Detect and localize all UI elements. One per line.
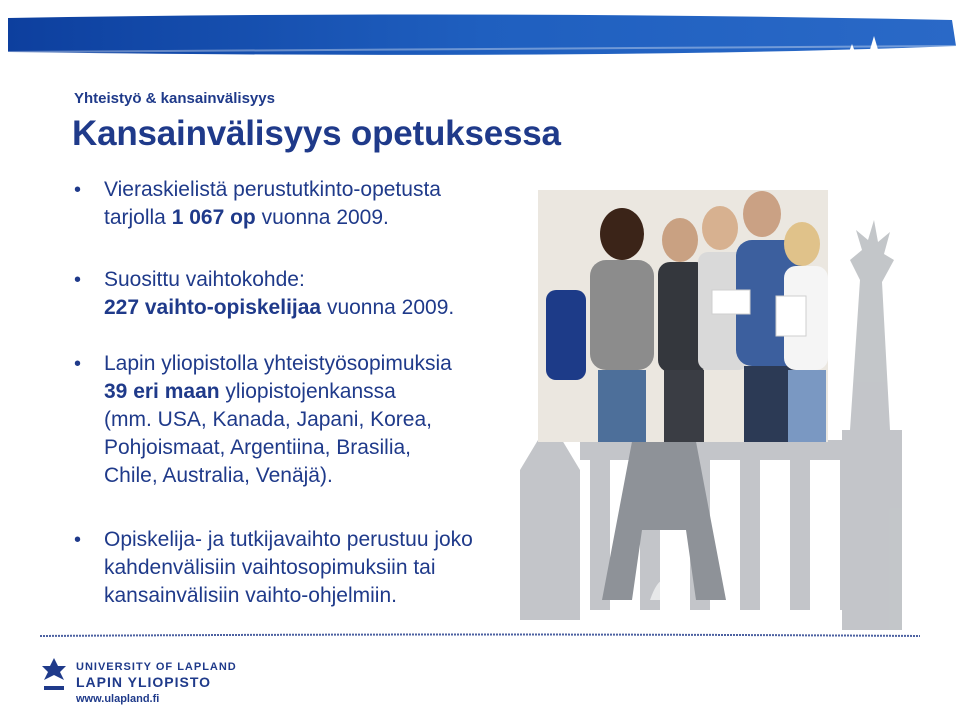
bullet-item [74, 526, 544, 610]
bullet-text: Lapin yliopistolla yhteistyösopimuksia [104, 352, 452, 375]
bullet-text: vuonna 2009. [255, 206, 389, 229]
bullet-text: kansainvälisiin vaihto-ohjelmiin. [104, 584, 397, 607]
bullet-text: Chile, Australia, Venäjä). [104, 464, 333, 487]
bullet-text: kahdenvälisiin vaihtosopimuksiin tai [104, 556, 436, 579]
bullet-highlight: 227 vaihto-opiskelijaa [104, 296, 322, 319]
students-photo [538, 190, 828, 442]
bullet-text: yliopistojenkanssa [219, 380, 396, 403]
bullet-text: Vieraskielistä perustutkinto-opetusta [104, 178, 441, 201]
bullet-text: tarjolla [104, 206, 172, 229]
logo-name-text: LAPIN YLIOPISTO [76, 674, 212, 690]
bullet-highlight: 39 eri maan [104, 380, 220, 403]
bullet-text: (mm. USA, Kanada, Japani, Korea, [104, 408, 432, 431]
website-link[interactable]: www.ulapland.fi [76, 693, 160, 705]
bullet-text: Suosittu vaihtokohde: [104, 268, 305, 291]
logo-university-text: UNIVERSITY OF LAPLAND [76, 661, 237, 673]
bullet-highlight: 1 067 op [171, 206, 256, 229]
bullet-text: vuonna 2009. [321, 296, 455, 319]
bullet-item [74, 266, 544, 322]
footer-divider [40, 632, 920, 640]
students-landmarks-illustration [490, 170, 960, 640]
header-band [0, 0, 960, 80]
bullet-list [74, 176, 544, 610]
bullet-item [74, 176, 544, 232]
page-title: Kansainvälisyys opetuksessa [72, 114, 561, 153]
bullet-text: Opiskelija- ja tutkijavaihto perustuu joko [104, 528, 473, 551]
bullet-item [74, 350, 544, 490]
bullet-text: Pohjoismaat, Argentiina, Brasilia, [104, 436, 411, 459]
breadcrumb: Yhteistyö & kansainvälisyys [74, 90, 275, 107]
footer-emblem-icon [42, 658, 66, 690]
